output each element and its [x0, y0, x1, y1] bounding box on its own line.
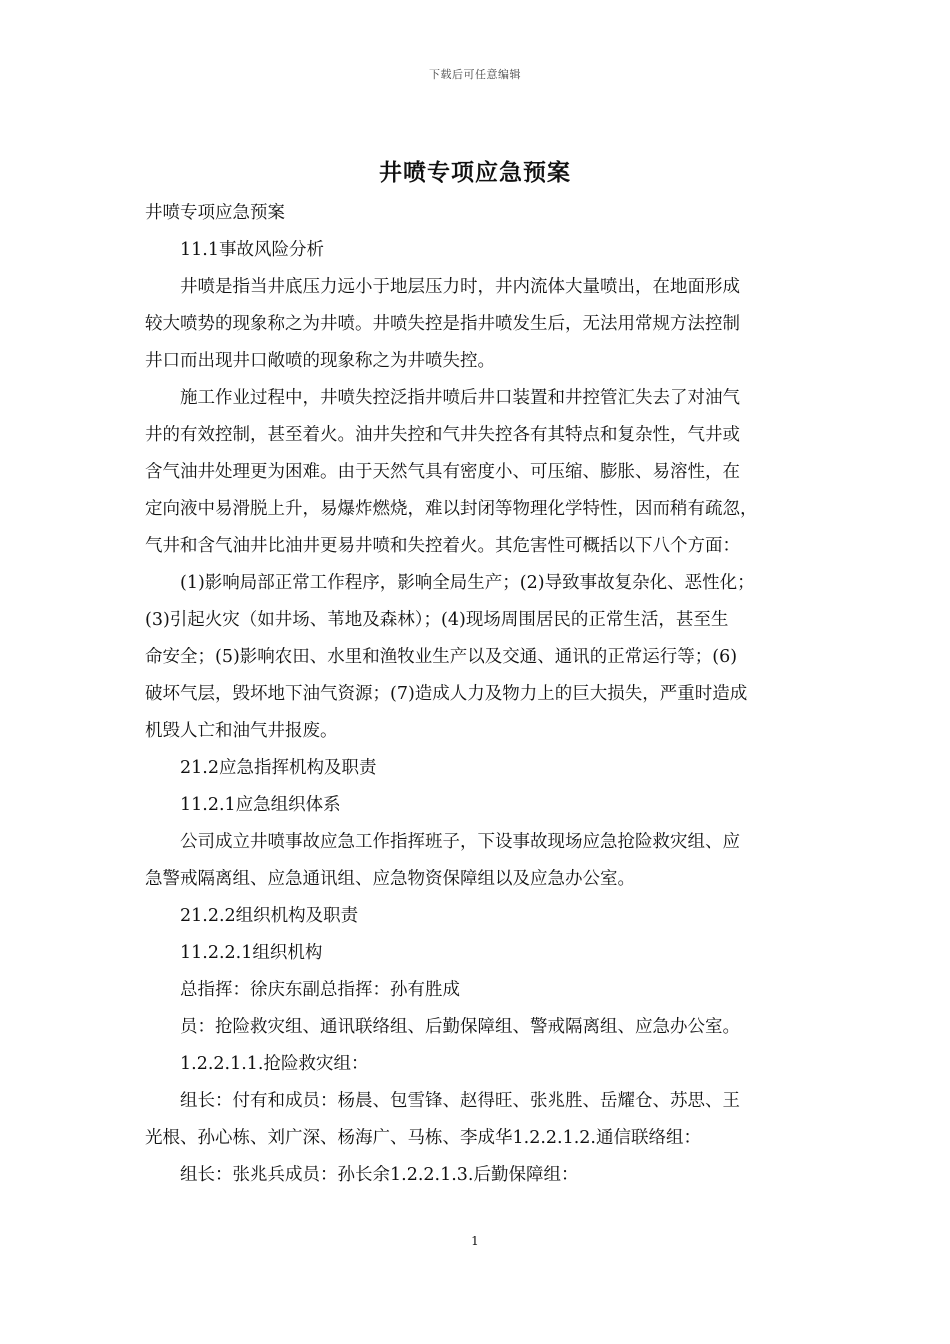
body-line: 机毁人亡和油气井报废。 [145, 721, 338, 741]
body-line: 定向液中易滑脱上升，易爆炸燃烧，难以封闭等物理化学特性，因而稍有疏忽， [145, 499, 758, 519]
body-line: 气井和含气油井比油井更易井喷和失控着火。其危害性可概括以下八个方面： [145, 536, 740, 556]
body-line: (3)引起火灾（如井场、苇地及森林）；(4)现场周围居民的正常生活，甚至生 [145, 610, 729, 630]
document-body [145, 195, 807, 1194]
body-line: (1)影响局部正常工作程序，影响全局生产；(2)导致事故复杂化、恶性化； [180, 573, 755, 593]
body-line: 组长：张兆兵成员：孙长余1.2.2.1.3.后勤保障组： [180, 1165, 579, 1185]
body-line: 命安全；(5)影响农田、水里和渔牧业生产以及交通、通讯的正常运行等；(6) [145, 647, 738, 667]
page-number: 1 [471, 1234, 479, 1248]
body-line: 21.2应急指挥机构及职责 [180, 758, 377, 778]
body-line: 11.2.1应急组织体系 [180, 795, 341, 815]
body-line: 含气油井处理更为困难。由于天然气具有密度小、可压缩、膨胀、易溶性，在 [145, 462, 740, 482]
body-line: 员：抢险救灾组、通讯联络组、后勤保障组、警戒隔离组、应急办公室。 [180, 1017, 740, 1037]
body-line: 11.1事故风险分析 [180, 240, 324, 260]
body-line: 光根、孙心栋、刘广深、杨海广、马栋、李成华1.2.2.1.2.通信联络组： [145, 1128, 701, 1148]
body-line: 井口而出现井口敞喷的现象称之为井喷失控。 [145, 351, 495, 371]
body-line: 1.2.2.1.1.抢险救灾组： [180, 1054, 369, 1074]
body-line: 施工作业过程中，井喷失控泛指井喷后井口装置和井控管汇失去了对油气 [180, 388, 740, 408]
body-line: 井喷专项应急预案 [145, 203, 285, 223]
body-line: 井的有效控制，甚至着火。油井失控和气井失控各有其特点和复杂性，气井或 [145, 425, 740, 445]
body-line: 总指挥：徐庆东副总指挥：孙有胜成 [180, 980, 460, 1000]
document-title: 井喷专项应急预案 [379, 160, 571, 186]
body-line: 公司成立井喷事故应急工作指挥班子，下设事故现场应急抢险救灾组、应 [180, 832, 740, 852]
body-line: 组长：付有和成员：杨晨、包雪锋、赵得旺、张兆胜、岳耀仓、苏思、王 [180, 1091, 740, 1111]
body-line: 急警戒隔离组、应急通讯组、应急物资保障组以及应急办公室。 [145, 869, 635, 889]
body-line: 11.2.2.1组织机构 [180, 943, 323, 963]
page-header-note: 下载后可任意编辑 [429, 68, 521, 81]
body-line: 较大喷势的现象称之为井喷。井喷失控是指井喷发生后，无法用常规方法控制 [145, 314, 740, 334]
body-line: 破坏气层，毁坏地下油气资源；(7)造成人力及物力上的巨大损失，严重时造成 [145, 684, 748, 704]
body-line: 井喷是指当井底压力远小于地层压力时，井内流体大量喷出，在地面形成 [180, 277, 740, 297]
body-line: 21.2.2组织机构及职责 [180, 906, 359, 926]
